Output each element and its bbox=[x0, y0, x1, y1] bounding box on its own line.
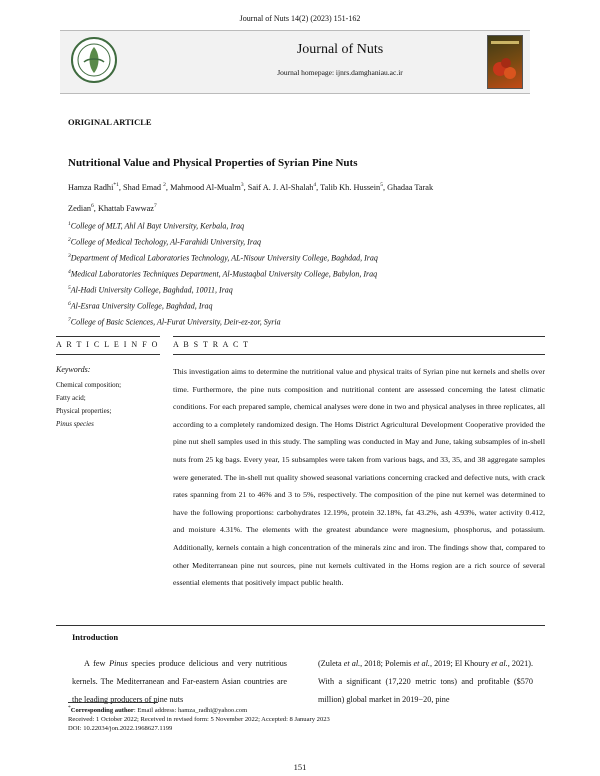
divider bbox=[173, 336, 545, 337]
authors-line: Hamza Radhi$^{*1}$, Shad Emad $^2$, Mahmood Al-Mualm$^3$, Saif A. J. Al-Shalah$^4$, Talib Kh. Hussein$^5$, Ghadaa Tarak bbox=[68, 182, 434, 192]
affiliation: $^6$Al-Esraa University College, Baghdad, Iraq bbox=[68, 301, 213, 311]
divider bbox=[173, 354, 545, 355]
university-seal-logo bbox=[70, 36, 118, 84]
affiliation: $^7$College of Basic Sciences, Al-Furat University, Deir-ez-zor, Syria bbox=[68, 317, 281, 327]
footnote: *Corresponding author: Email address: hamza_radhi@yahoo.com Received: 1 October 2022; Received in revised form: 5 November 2022; Accepted: 8 January 2023 DOI: 10.22034/jon.2022.1968627.1199 bbox=[68, 705, 330, 733]
keyword: Physical properties; bbox=[56, 407, 112, 415]
journal-masthead bbox=[60, 30, 530, 94]
keyword: Pinus species bbox=[56, 420, 94, 428]
article-type: ORIGINAL ARTICLE bbox=[68, 117, 152, 127]
keyword: Chemical composition; bbox=[56, 381, 122, 389]
journal-cover-image bbox=[487, 35, 523, 89]
paper-title: Nutritional Value and Physical Properties of Syrian Pine Nuts bbox=[68, 157, 358, 169]
divider bbox=[56, 625, 545, 626]
divider bbox=[56, 354, 160, 355]
keywords-label: Keywords: bbox=[56, 365, 91, 374]
abstract-text: This investigation aims to determine the nutritional value and physical traits of Syrian pine nut kernels and shells over time. Furthermore, the pine nuts composition and nutritional content are assessed concerning the latest climatic conditions. For each prepared sample, chemical analyses were done in two and physical analyses in three replicates, all according to a completely randomized design. The Homs District Agricultural Development Cooperative provided the pine nut shell samples used in this study. The sampling was conducted in May and June, taking subsamples of in-shell nuts from 25 kg bags. Every year, 15 subsamples were taken from various bags, and 33, 35, and 38 aggregate samples were generated. The in-shell nut quality showed seasonal variations concerning cracked and defective nuts, with crack rates spanning from 21 to 46% and 3 to 5%, respectively. The composition of the pine nut kernel was determined to have the following proportions: carbohydrates 12.19%, protein 32.18%, fat 43.2%, ash 4.93%, water activity 0.412, and moisture 4.31%. The elements with the greatest abundance were magnesium, phosphorus, and potassium. Additionally, kernels contain a high concentration of the minerals zinc and iron. The findings show that, compared to other Mediterranean pine nut sources, pine nut kernels cultivated in the Homs region are a rich source of several essential elements that positively impact public health. bbox=[173, 367, 545, 588]
article-info-heading: A R T I C L E I N F O bbox=[56, 340, 159, 349]
abstract-heading: A B S T R A C T bbox=[173, 340, 250, 349]
journal-title: Journal of Nuts bbox=[296, 42, 384, 57]
affiliation: $^1$College of MLT, Ahl Al Bayt University, Kerbala, Iraq bbox=[68, 221, 245, 231]
affiliation: $^5$Al-Hadi University College, Baghdad, 10011, Iraq bbox=[68, 285, 233, 295]
affiliation: $^3$Department of Medical Laboratories Technology, AL-Nisour University College, Baghdad, Iraq bbox=[68, 253, 378, 263]
introduction-heading: Introduction bbox=[72, 632, 119, 642]
intro-left-column: A few Pinus species produce delicious and very nutritious kernels. The Mediterranean and Far-eastern Asian countries are the leading producers of pine nuts bbox=[72, 659, 287, 704]
journal-homepage: Journal homepage: ijnrs.damghaniau.ac.ir bbox=[277, 68, 403, 77]
authors-line: Zedian$^6$, Khattab Fawwaz$^7$ bbox=[68, 202, 157, 213]
author-list bbox=[68, 176, 538, 218]
affiliation: $^4$Medical Laboratories Techniques Department, Al-Mustaqbal University College, Babylon, Iraq bbox=[68, 269, 378, 279]
keyword: Fatty acid; bbox=[56, 394, 86, 402]
affiliation: $^2$College of Medical Techology, Al-Farahidi University, Iraq bbox=[68, 237, 261, 247]
page-number: 151 bbox=[293, 762, 307, 772]
running-head: Journal of Nuts 14(2) (2023) 151-162 bbox=[239, 14, 361, 23]
footnote-rule bbox=[68, 702, 158, 703]
divider bbox=[56, 336, 160, 337]
intro-right-column: (Zuleta et al., 2018; Polemis et al., 2019; El Khoury et al., 2021). With a significant (17,220 metric tons) and profitable ($570 million) global market in 2019−20, pine bbox=[318, 659, 534, 704]
